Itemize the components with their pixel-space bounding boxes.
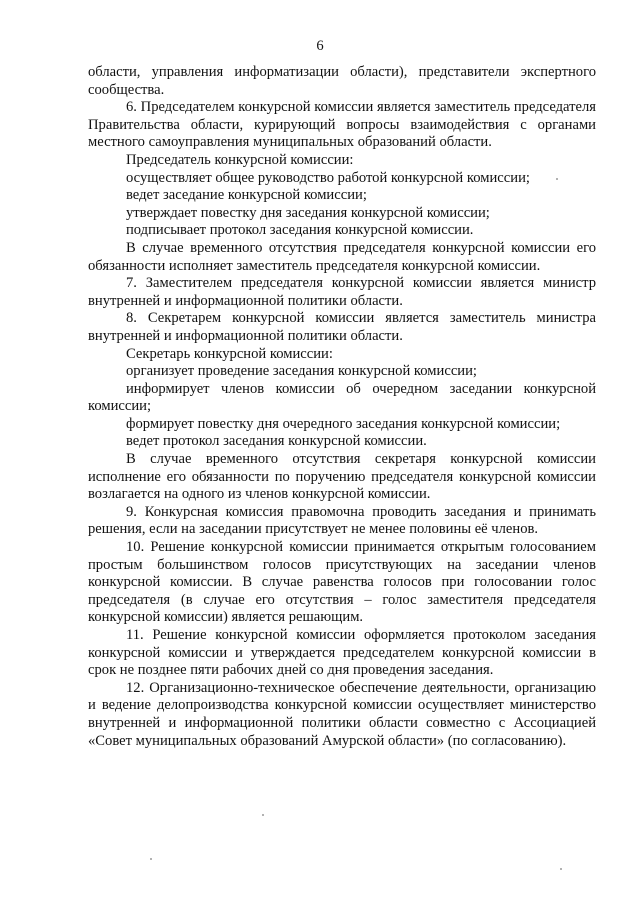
paragraph-item-6: 6. Председателем конкурсной комиссии является заместитель председателя Правительства области, курирующий вопросы взаимодействия с органами местного самоуправления муниципальных образований области.: [88, 99, 596, 151]
scan-speck: [556, 178, 558, 180]
paragraph-chair-duty: ведет заседание конкурсной комиссии;: [126, 187, 367, 204]
paragraph-chair-heading: Председатель конкурсной комиссии:: [126, 151, 354, 168]
paragraph-secretary-duty: информирует членов комиссии об очередном заседании конкурсной комиссии;: [88, 380, 596, 415]
paragraph-item-12: 12. Организационно-техническое обеспечение деятельности, организацию и ведение делопроизводства конкурсной комиссии осуществляет министерство внутренней и информационной политики области совместно с Ассоциацией «Совет муниципальных образований Амурской области» (по согласованию).: [88, 679, 596, 749]
paragraph-chair-absence: В случае временного отсутствия председателя конкурсной комиссии его обязанности исполняет заместитель председателя конкурсной комиссии.: [88, 239, 596, 274]
paragraph-secretary-duty: формирует повестку дня очередного заседания конкурсной комиссии;: [126, 415, 561, 432]
paragraph-item-10: 10. Решение конкурсной комиссии принимается открытым голосованием простым большинством голосов присутствующих на заседании членов конкурсной комиссии. В случае равенства голосов при голосовании голос председателя (в случае его отсутствия – голос заместителя председателя конкурсной комиссии) является решающим.: [88, 539, 596, 626]
page-number: 6: [316, 38, 324, 54]
paragraph-secretary-duty: организует проведение заседания конкурсной комиссии;: [126, 363, 477, 380]
paragraph-chair-duty: утверждает повестку дня заседания конкурсной комиссии;: [126, 204, 490, 221]
paragraph-item-11: 11. Решение конкурсной комиссии оформляется протоколом заседания конкурсной комиссии и утверждается председателем конкурсной комиссии в срок не позднее пяти рабочих дней со дня проведения заседания.: [88, 627, 596, 679]
paragraph-secretary-duty: ведет протокол заседания конкурсной комиссии.: [126, 433, 427, 450]
paragraph-item-7: 7. Заместителем председателя конкурсной комиссии является министр внутренней и информационной политики области.: [88, 275, 596, 309]
paragraph-chair-duty: осуществляет общее руководство работой конкурсной комиссии;: [126, 169, 530, 186]
scan-speck: [560, 868, 562, 870]
paragraph-secretary-heading: Секретарь конкурсной комиссии:: [126, 345, 333, 362]
scan-speck: [150, 858, 152, 860]
document-body: [88, 64, 596, 750]
paragraph-chair-duty: подписывает протокол заседания конкурсной комиссии.: [126, 222, 474, 239]
scan-speck: [262, 814, 264, 816]
paragraph-item-9: 9. Конкурсная комиссия правомочна проводить заседания и принимать решения, если на заседании присутствует не менее половины её членов.: [88, 503, 596, 538]
paragraph-continuation: области, управления информатизации области), представители экспертного сообщества.: [88, 64, 596, 98]
paragraph-secretary-absence: В случае временного отсутствия секретаря конкурсной комиссии исполнение его обязанности по поручению председателя конкурсной комиссии возлагается на одного из членов конкурсной комиссии.: [88, 451, 596, 503]
paragraph-item-8: 8. Секретарем конкурсной комиссии является заместитель министра внутренней и информационной политики области.: [88, 310, 596, 344]
